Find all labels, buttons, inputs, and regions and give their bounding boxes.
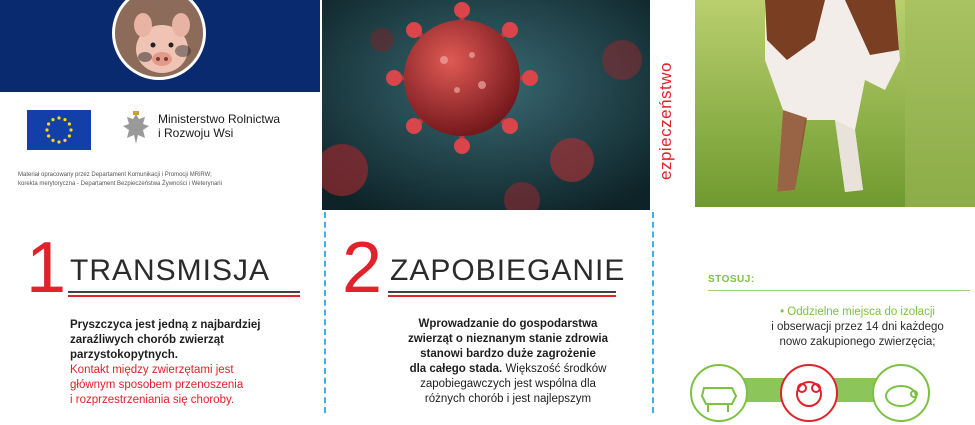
cow-illustration-icon	[695, 0, 975, 207]
ministry-line-1: Ministerstwo Rolnictwa	[158, 112, 281, 126]
text-line: Wprowadzanie do gospodarstwa	[418, 318, 598, 330]
text-line-bold-part: dla całego stada.	[409, 363, 503, 375]
text-line-red: Kontakt między zwierzętami jest	[70, 364, 234, 376]
section-number-1: 1	[26, 228, 67, 308]
stosuj-item	[745, 305, 970, 350]
section-number-2: 2	[342, 228, 383, 308]
section-heading-transmisja: TRANSMISJA	[70, 254, 271, 287]
stosuj-rule	[708, 290, 970, 291]
text-line	[745, 305, 970, 320]
credit-note	[18, 171, 318, 188]
text-line: parzystokopytnych.	[70, 349, 178, 361]
heading-rule	[388, 291, 616, 293]
text-line: zwierząt o nieznanym stanie zdrowia	[407, 333, 609, 345]
pig-circle-icon	[872, 364, 930, 422]
virus-illustration-icon	[322, 0, 650, 210]
transmisja-text	[70, 318, 310, 408]
text-line: różnych chorób i jest najlepszym	[424, 393, 592, 405]
stosuj-label: STOSUJ:	[708, 274, 755, 285]
sheep-circle-icon	[780, 364, 838, 422]
heading-rule-red	[388, 295, 616, 297]
ministry-line-2: i Rozwoju Wsi	[158, 126, 234, 140]
ministry-name	[158, 112, 280, 140]
panel-divider	[652, 212, 654, 413]
cow-photo	[695, 0, 975, 207]
eagle-emblem-icon	[121, 110, 151, 150]
text-line: i obserwacji przez 14 dni każdego	[771, 321, 944, 333]
text-line-normal-part: Większość środków	[502, 363, 607, 375]
section-heading-zapobieganie: ZAPOBIEGANIE	[390, 254, 626, 287]
heading-rule-red	[68, 295, 300, 297]
heading-rule	[68, 291, 300, 293]
zapobieganie-text	[378, 317, 638, 407]
credit-line-2: korekta merytoryczna - Departament Bezpieczeństwa Żywności i Weterynarii	[18, 180, 222, 187]
text-line	[378, 362, 638, 377]
bullet-line: • Oddzielne miejsca do izolacji	[780, 306, 935, 318]
cow-circle-icon	[690, 364, 748, 422]
text-line-red: i rozprzestrzeniania się choroby.	[70, 394, 235, 406]
eu-flag-icon	[27, 110, 91, 150]
text-line-red: głównym sposobem przenoszenia	[70, 379, 244, 391]
text-line: zaraźliwych chorób zwierząt	[70, 334, 225, 346]
text-line: Pryszczyca jest jedną z najbardziej	[70, 319, 261, 331]
text-line: zapobiegawczych jest wspólna dla	[420, 378, 596, 390]
panel-divider	[324, 212, 326, 413]
credit-line-1: Materiał opracowany przez Departament Komunikacji i Promocji MRiRW;	[18, 172, 212, 178]
text-line: nowo zakupionego zwierzęcia;	[779, 336, 936, 348]
virus-image	[322, 0, 650, 210]
vertical-caption: ezpieczeństwo	[656, 61, 675, 180]
text-line: stanowi bardzo duże zagrożenie	[420, 348, 596, 360]
